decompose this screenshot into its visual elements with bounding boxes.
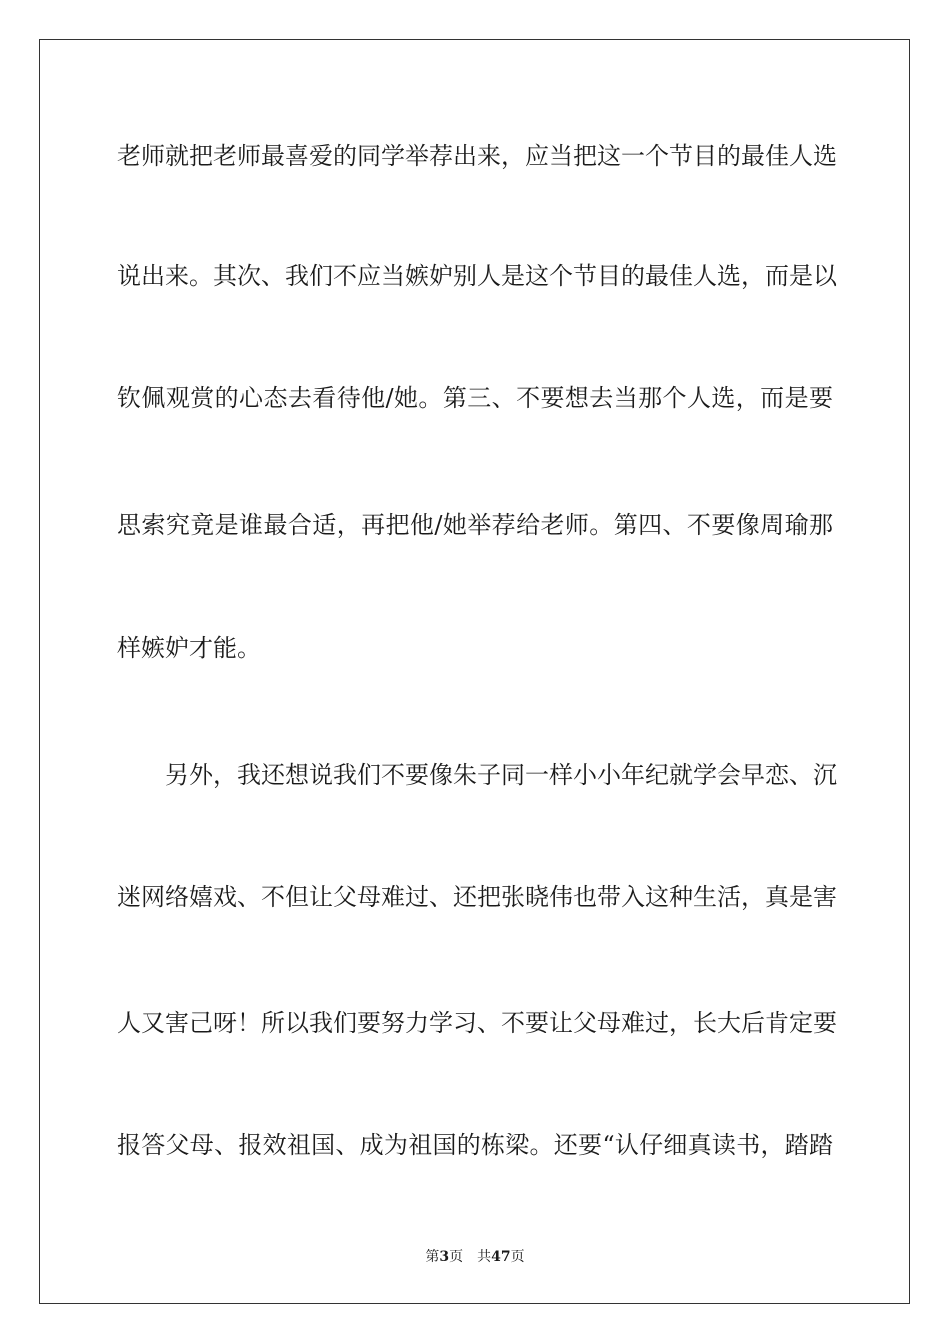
total-prefix: 共 [477,1249,492,1265]
text-line-6: 另外，我还想说我们不要像朱子同一样小小年纪就学会早恋、沉 [165,761,837,789]
text-line-5: 样嫉妒才能。 [117,634,261,662]
total-suffix: 页 [510,1249,525,1265]
text-line-7: 迷网络嬉戏、不但让父母难过、还把张晓伟也带入这种生活，真是害 [117,883,837,911]
text-line-9: 报答父母、报效祖国、成为祖国的栋梁。还要“认仔细真读书，踏踏 [117,1131,833,1159]
total-pages: 47 [491,1249,511,1265]
page-number: 3 [439,1249,450,1265]
text-line-4: 思索究竟是谁最合适，再把他/她举荐给老师。第四、不要像周瑜那 [117,511,833,539]
page-footer [0,1246,950,1266]
text-line-3: 钦佩观赏的心态去看待他/她。第三、不要想去当那个人选，而是要 [117,384,833,412]
text-line-2: 说出来。其次、我们不应当嫉妒别人是这个节目的最佳人选，而是以 [117,262,837,290]
text-line-8: 人又害己呀！所以我们要努力学习、不要让父母难过，长大后肯定要 [117,1009,837,1037]
page-border [39,39,910,1304]
text-line-1: 老师就把老师最喜爱的同学举荐出来，应当把这一个节目的最佳人选 [117,142,837,170]
page-prefix: 第 [425,1249,440,1265]
page-suffix: 页 [449,1249,464,1265]
